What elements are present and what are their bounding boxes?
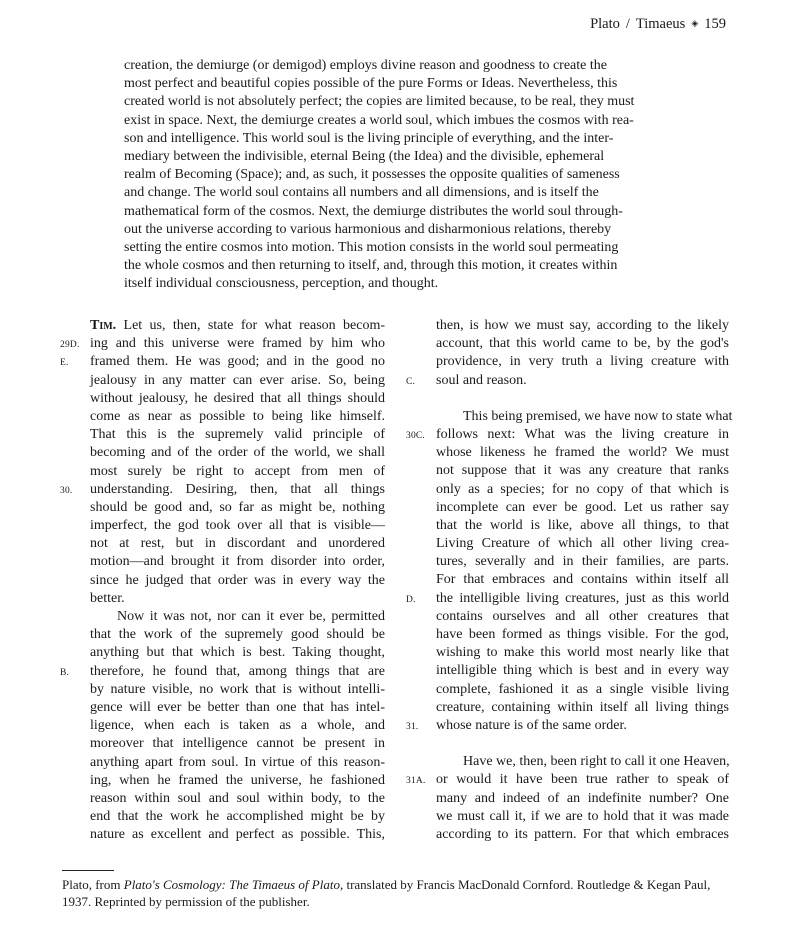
line-text: without jealousy, he desired that all things should (90, 390, 385, 406)
text-line (436, 699, 729, 717)
line-text: providence, in very truth a living creature with (436, 354, 729, 370)
text-line (436, 571, 729, 589)
text-line (436, 499, 729, 517)
header-title: Timaeus (635, 16, 686, 32)
text-line (90, 426, 385, 444)
text-line (406, 717, 729, 735)
text-line (436, 626, 729, 644)
text-line (436, 535, 729, 553)
line-text: jealousy in any matter can ever arise. So, being (90, 372, 385, 388)
intro-line: most perfect and beautiful copies possible of the pure Forms or Ideas. Nevertheless, this (124, 76, 618, 92)
line-text: creature, containing within itself all living things (436, 699, 729, 715)
line-text: complete, fashioned it as a single visible living (436, 681, 729, 697)
intro-line: creation, the demiurge (or demigod) employs divine reason and goodness to create the (124, 58, 607, 73)
line-text: not at rest, but in discordant and unordered (90, 536, 385, 552)
line-text: becoming and of the order of the world, we shall (90, 445, 385, 461)
diamond-ornament-icon: ◈ (691, 18, 699, 28)
text-line (436, 790, 729, 808)
stephanus-marker: 31A. (406, 776, 426, 787)
text-line (436, 808, 729, 826)
line-text: we must call it, if we are to hold that it was made (436, 808, 729, 824)
source-footnote: Plato, from Plato's Cosmology: The Timaeus of Plato, translated by Francis MacDonald Cornford. Routledge & Kegan Paul, 1937. Reprinted by permission of the publisher. (62, 877, 711, 909)
text-line (90, 372, 385, 390)
line-text: whose nature is of the same order. (436, 717, 627, 733)
intro-line: son and intelligence. This world soul is the living principle of everything, and the inter- (124, 130, 614, 146)
line-text: nature as excellent and perfect as possible. This, (90, 827, 385, 843)
line-text: tures, severally and in their families, are parts. (436, 554, 729, 570)
text-line (90, 535, 385, 553)
text-line (90, 553, 385, 571)
line-text: account, that this world came to be, by the god's (436, 336, 729, 352)
right-text-column (406, 317, 733, 844)
text-line (90, 790, 385, 808)
text-line (436, 753, 729, 771)
line-text: that the world is like, above all things, to that (436, 517, 729, 533)
stephanus-marker: 30C. (406, 430, 426, 441)
line-text: ing and this universe were framed by him who (90, 336, 385, 352)
line-text: ing, when he framed the universe, he fashioned (90, 772, 385, 788)
text-line (436, 317, 729, 335)
line-text: imperfect, the god took over all that is visible— (90, 518, 385, 534)
text-line (436, 826, 729, 844)
line-text: have been formed as things visible. For the god, (436, 627, 729, 642)
stephanus-marker: 29D. (60, 340, 80, 351)
line-text: the intelligible living creatures, just as this world (436, 590, 729, 606)
text-line (90, 572, 385, 590)
text-line (406, 372, 729, 390)
text-line (90, 717, 385, 735)
line-text: not suppose that it was any creature that ranks (436, 463, 729, 479)
text-line (60, 335, 385, 353)
text-line (90, 644, 385, 662)
stephanus-marker: 30. (60, 485, 73, 496)
text-line (436, 408, 733, 426)
line-text: framed them. He was good; and in the good no (90, 354, 385, 370)
intro-line: out the universe according to various harmonious and disharmonious relations, thereby (124, 221, 612, 237)
text-line (436, 481, 729, 499)
text-line: Tim. Let us, then, state for what reason becom- (90, 318, 385, 333)
line-text: according to its pattern. For that which embraces (436, 826, 729, 842)
book-title: Plato's Cosmology: The Timaeus of Plato, (123, 877, 344, 892)
header-author: Plato (590, 16, 620, 32)
text-line (90, 517, 385, 535)
text-line (90, 808, 385, 826)
line-text: reason within soul and soul within body, to the (90, 790, 385, 806)
line-text: therefore, he found that, among things that are (90, 663, 385, 679)
line-text: many and indeed of an indefinite number? One (436, 790, 729, 806)
intro-line: created world is not absolutely perfect; the copies are limited because, to be real, they must (124, 94, 635, 110)
left-text-column (60, 317, 385, 844)
text-line (90, 499, 385, 517)
line-text: wishing to make this world most nearly like that (436, 645, 729, 661)
line-text: soul and reason. (436, 372, 527, 388)
text-line (436, 662, 729, 680)
text-line (436, 644, 729, 662)
text-line (60, 353, 385, 371)
line-text: since he judged that order was in every way the (90, 572, 385, 588)
line-text: better. (90, 590, 125, 606)
text-line (436, 608, 729, 626)
intro-line: and change. The world soul contains all numbers and all dimensions, and is itself the (124, 185, 599, 201)
stephanus-marker: C. (406, 376, 416, 387)
footnote-rule (62, 870, 114, 871)
text-line (90, 408, 385, 426)
line-text: motion—and brought it from disorder into order, (90, 554, 385, 570)
running-header (590, 16, 726, 33)
text-line (436, 517, 729, 535)
line-text: incomplete can ever be good. Let us rather say (436, 499, 729, 515)
line-text: end that the work he accomplished might be by (90, 809, 385, 825)
header-separator: / (625, 16, 630, 32)
line-text: by nature visible, no work that is without intelli- (90, 681, 385, 697)
line-text: follows next: What was the living creature in (436, 426, 729, 442)
text-line (406, 426, 729, 444)
intro-line: setting the entire cosmos into motion. This motion consists in the world soul permeating (124, 240, 619, 256)
text-line (90, 699, 385, 717)
line-text: moreover that intelligence cannot be present in (90, 736, 385, 752)
text-line (90, 772, 385, 790)
line-text: understanding. Desiring, then, that all things (90, 481, 385, 497)
stephanus-marker: B. (60, 667, 70, 678)
line-text: whose likeness he framed the world? We must (436, 445, 729, 461)
line-text: Living Creature of which all other living crea- (436, 536, 729, 552)
intro-line: the whole cosmos and then returning to itself, and, through this motion, it creates within (124, 258, 618, 274)
text-line (436, 681, 729, 699)
line-text: that the work of the supremely good should be (90, 627, 385, 643)
page-number: 159 (704, 16, 726, 32)
text-line (436, 335, 729, 353)
line-text: anything apart from soul. In virtue of this reason- (90, 754, 385, 770)
text-line (436, 462, 729, 480)
intro-line: mediary between the indivisible, eternal Being (the Idea) and the divisible, ephemeral (124, 149, 605, 165)
line-text: come as near as possible to being like himself. (90, 408, 385, 424)
text-line (90, 590, 385, 608)
speaker-label: Tim. (90, 318, 117, 333)
line-text: contains ourselves and all other creatures that (436, 608, 729, 624)
text-line (90, 444, 385, 462)
line-text: anything but that which is best. Taking thought, (90, 645, 385, 661)
stephanus-marker: E. (60, 358, 69, 369)
text-line (90, 826, 385, 844)
line-text: only as a species; for no copy of that which is (436, 481, 729, 497)
text-line (90, 463, 385, 481)
text-line (406, 771, 729, 789)
stephanus-marker: D. (406, 594, 416, 605)
line-text: or would it have been true rather to speak of (436, 772, 729, 788)
text-line (90, 754, 385, 772)
text-line (436, 444, 729, 462)
intro-line: itself individual consciousness, perception, and thought. (124, 276, 439, 292)
text-line (60, 663, 385, 681)
intro-line: exist in space. Next, the demiurge creates a world soul, which imbues the cosmos with rea- (124, 112, 634, 128)
line-text: Have we, then, been right to call it one Heaven, (463, 754, 730, 770)
intro-line: mathematical form of the cosmos. Next, the demiurge distributes the world soul through- (124, 203, 623, 219)
introduction-paragraph (124, 57, 666, 294)
line-text: This being premised, we have now to state what (463, 408, 733, 424)
line-text: intelligible thing which is best and in every way (436, 663, 729, 679)
text-line (436, 553, 729, 571)
line-text: For that embraces and contains within itself all (436, 572, 729, 588)
line-text: That this is the supremely valid principle of (90, 427, 385, 443)
line-text: most surely be right to accept from men of (90, 463, 385, 479)
line-text: then, is how we must say, according to the likely (436, 318, 729, 333)
text-line (90, 681, 385, 699)
text-line (90, 626, 385, 644)
line-text: should be good and, so far as might be, nothing (90, 499, 385, 515)
text-line (406, 590, 729, 608)
text-line (90, 390, 385, 408)
intro-line: realm of Becoming (Space); and, as such, it possesses the opposite qualities of sameness (124, 167, 620, 183)
line-text: gence will ever be better than one that has intel- (90, 699, 385, 715)
text-line (90, 735, 385, 753)
text-line (90, 608, 385, 626)
line-text: ligence, when each is taken as a whole, and (90, 718, 385, 734)
stephanus-marker: 31. (406, 721, 419, 732)
text-line (60, 481, 385, 499)
line-text: Now it was not, nor can it ever be, permitted (117, 609, 385, 624)
text-line (436, 353, 729, 371)
